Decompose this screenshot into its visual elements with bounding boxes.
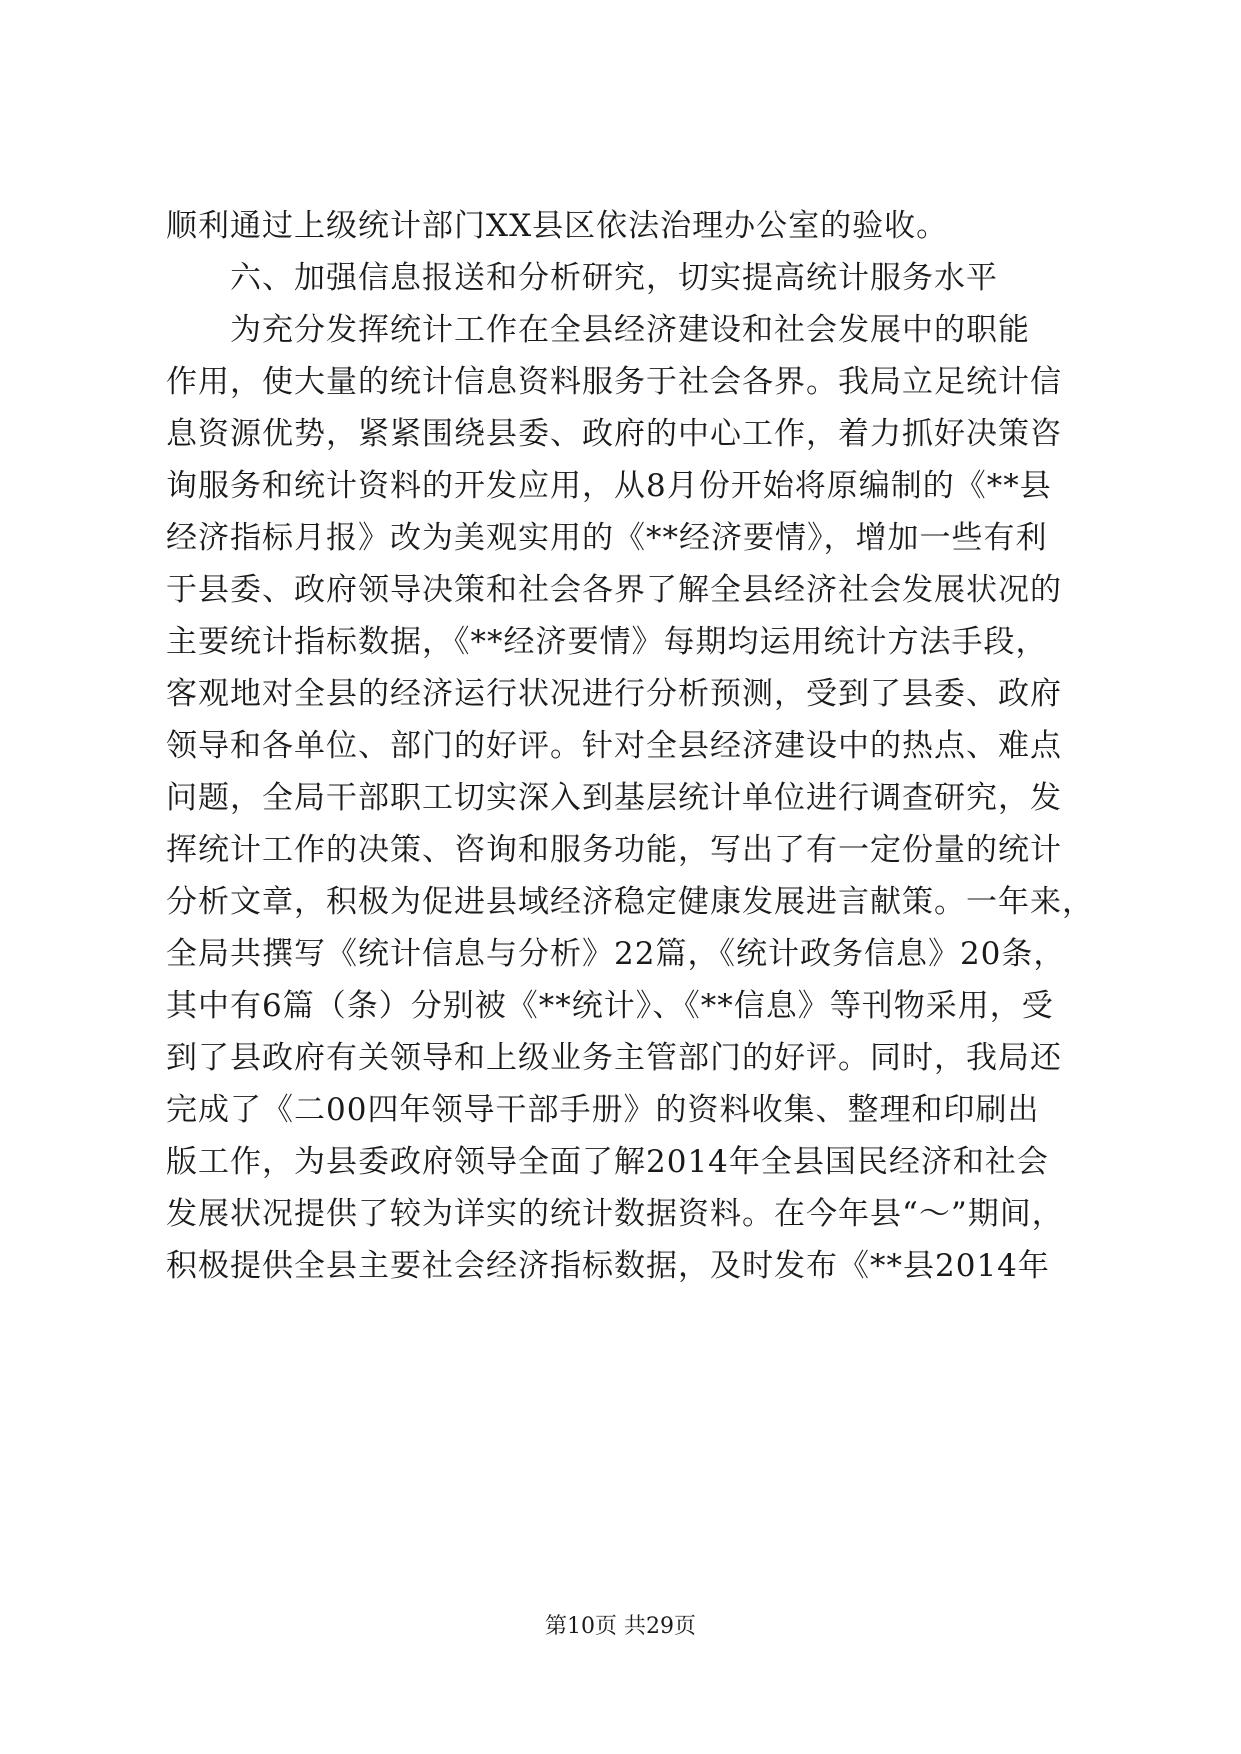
text-line: 挥统计工作的决策、咨询和服务功能，写出了有一定份量的统计 — [166, 832, 1062, 868]
text-line: 版工作，为县委政府领导全面了解2014年全县国民经济和社会 — [166, 1144, 1049, 1180]
text-line: 于县委、政府领导决策和社会各界了解全县经济社会发展状况的 — [166, 572, 1062, 608]
text-line: 领导和各单位、部门的好评。针对全县经济建设中的热点、难点 — [166, 728, 1062, 764]
text-line: 问题，全局干部职工切实深入到基层统计单位进行调查研究，发 — [166, 780, 1062, 816]
text-line: 积极提供全县主要社会经济指标数据，及时发布《**县2014年 — [166, 1248, 1050, 1284]
text-line: 主要统计指标数据，《**经济要情》每期均运用统计方法手段， — [166, 624, 1048, 660]
body-text — [166, 200, 1094, 1292]
text-line: 为充分发挥统计工作在全县经济建设和社会发展中的职能 — [230, 312, 1030, 348]
text-line: 息资源优势，紧紧围绕县委、政府的中心工作，着力抓好决策咨 — [166, 416, 1062, 452]
text-line: 发展状况提供了较为详实的统计数据资料。在今年县“～”期间， — [166, 1196, 1064, 1232]
page-footer: 第10页 共29页 — [545, 1614, 696, 1639]
text-line: 询服务和统计资料的开发应用，从8月份开始将原编制的《**县 — [166, 468, 1052, 504]
section-heading: 六、加强信息报送和分析研究，切实提高统计服务水平 — [230, 260, 998, 296]
text-line: 全局共撰写《统计信息与分析》22篇，《统计政务信息》20条， — [166, 936, 1066, 972]
text-line: 经济指标月报》改为美观实用的《**经济要情》，增加一些有利 — [166, 520, 1048, 556]
text-line: 顺利通过上级统计部门XX县区依法治理办公室的验收。 — [166, 208, 949, 244]
text-line: 客观地对全县的经济运行状况进行分析预测，受到了县委、政府 — [166, 676, 1062, 712]
text-line: 作用，使大量的统计信息资料服务于社会各界。我局立足统计信 — [166, 364, 1062, 400]
text-line: 其中有6篇（条）分别被《**统计》、《**信息》等刊物采用，受 — [166, 988, 1054, 1024]
text-line: 完成了《二00四年领导干部手册》的资料收集、整理和印刷出 — [166, 1092, 1040, 1128]
text-line: 分析文章，积极为促进县域经济稳定健康发展进言献策。一年来， — [166, 884, 1094, 920]
text-line: 到了县政府有关领导和上级业务主管部门的好评。同时，我局还 — [166, 1040, 1062, 1076]
